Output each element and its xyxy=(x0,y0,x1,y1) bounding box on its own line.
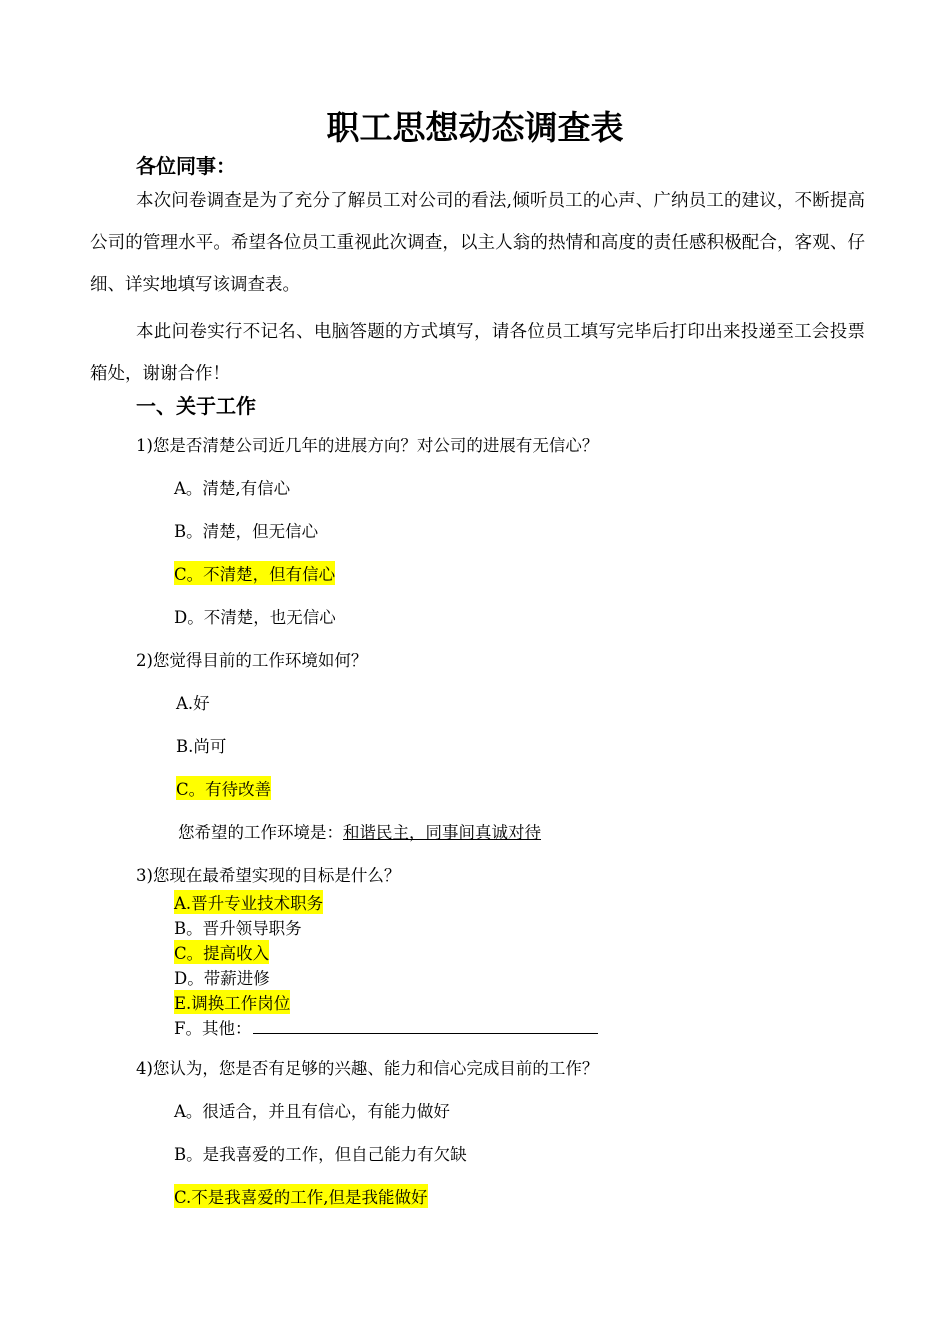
q2-option-b: B.尚可 xyxy=(176,737,227,756)
section-heading-work: 一、关于工作 xyxy=(136,394,256,418)
q2-hope-value: 和谐民主，同事间真诚对待 xyxy=(343,823,541,842)
greeting: 各位同事： xyxy=(136,154,236,178)
q3-option-c-selected: C。提高收入 xyxy=(174,940,269,964)
q4-option-a: A。很适合，并且有信心，有能力做好 xyxy=(174,1102,450,1121)
q3-option-d: D。带薪进修 xyxy=(174,969,270,988)
q4-option-b: B。是我喜爱的工作，但自己能力有欠缺 xyxy=(174,1145,467,1164)
q3-option-a-selected: A.晋升专业技术职务 xyxy=(174,890,323,914)
q3-option-f-label: F。其他： xyxy=(174,1019,252,1038)
question-2: 2)您觉得目前的工作环境如何？ xyxy=(136,651,368,670)
q2-hope-line xyxy=(178,819,541,843)
q3-option-b: B。晋升领导职务 xyxy=(174,919,302,938)
q1-option-d: D。不清楚，也无信心 xyxy=(174,608,336,627)
q3-other-blank-line xyxy=(253,1019,598,1034)
q4-option-c-selected: C.不是我喜爱的工作,但是我能做好 xyxy=(174,1184,428,1208)
q1-option-b: B。清楚，但无信心 xyxy=(174,522,319,541)
q2-option-c-selected: C。有待改善 xyxy=(176,776,271,800)
q2-option-a: A.好 xyxy=(176,694,210,713)
q1-option-c-selected: C。不清楚，但有信心 xyxy=(174,561,335,585)
question-3: 3)您现在最希望实现的目标是什么？ xyxy=(136,866,401,885)
q2-hope-label: 您希望的工作环境是： xyxy=(178,823,343,842)
question-4: 4)您认为，您是否有足够的兴趣、能力和信心完成目前的工作？ xyxy=(136,1059,599,1078)
document-title: 职工思想动态调查表 xyxy=(326,108,624,147)
q1-option-a: A。清楚,有信心 xyxy=(174,479,291,498)
q3-option-e-selected: E.调换工作岗位 xyxy=(174,990,290,1014)
q3-option-f xyxy=(174,1015,598,1039)
intro-paragraph-1: 本次问卷调查是为了充分了解员工对公司的看法,倾听员工的心声、广纳员工的建议，不断提高公司的管理水平。希望各位员工重视此次调查，以主人翁的热情和高度的责任感积极配合，客观、仔细、详实地填写该调查表。 xyxy=(90,191,865,295)
question-1: 1)您是否清楚公司近几年的进展方向？对公司的进展有无信心？ xyxy=(136,436,599,455)
intro-paragraph-2: 本此问卷实行不记名、电脑答题的方式填写，请各位员工填写完毕后打印出来投递至工会投票箱处，谢谢合作！ xyxy=(90,322,865,384)
